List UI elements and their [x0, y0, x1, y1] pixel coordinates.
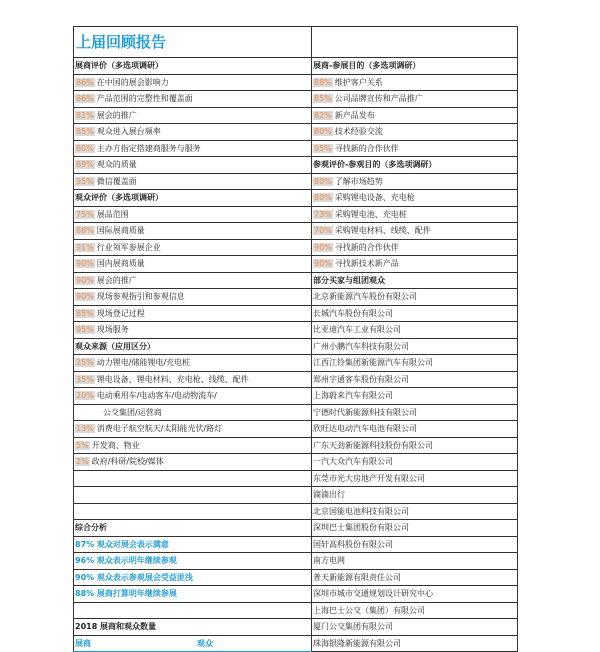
- percent-value: 2%: [76, 457, 89, 467]
- buyer-company: 北京国能电池科技有限公司: [312, 503, 518, 520]
- item-label: 开发商、物业: [91, 440, 140, 450]
- buyers-header: 部分买家与组团观众: [312, 272, 518, 289]
- buyer-company: 深圳市城市交通规划设计研究中心: [312, 586, 518, 603]
- table-row: [74, 470, 518, 487]
- table-row: [74, 454, 518, 471]
- item-label: 采购锂电设备、充电枪: [334, 193, 415, 203]
- percent-value: 90%: [76, 275, 94, 285]
- table-row: [74, 190, 518, 207]
- visitor-source-item: [74, 437, 312, 454]
- exhibitor-eval-item: [74, 107, 312, 124]
- item-label: 行业领军参展企业: [96, 242, 161, 252]
- visitor-eval-item: [74, 305, 312, 322]
- percent-value: 90%: [314, 242, 332, 252]
- report-table: [73, 26, 518, 652]
- item-label: 锂电设备、锂电材料、充电枪、线缆、配件: [96, 374, 249, 384]
- percent-value: 70%: [314, 226, 332, 236]
- count-header: 2018 展商和观众数量: [74, 619, 312, 636]
- visitor-eval-item: [74, 272, 312, 289]
- percent-value: 80%: [314, 193, 332, 203]
- table-row: [74, 305, 518, 322]
- visitor-source-item: [74, 371, 312, 388]
- exhibitor-eval-item: [74, 140, 312, 157]
- table-row: [74, 635, 518, 652]
- exhibitor-eval-item: [74, 157, 312, 174]
- item-label: 观众进入展台频率: [96, 127, 161, 137]
- table-row: [74, 322, 518, 339]
- item-label: 国内展商质量: [96, 259, 145, 269]
- empty-cell: [74, 487, 312, 504]
- item-label: 新产品发布: [334, 110, 375, 120]
- buyer-company: 普天新能源有限责任公司: [312, 569, 518, 586]
- item-label: 现场服务: [96, 325, 129, 335]
- count-column-label: 观众: [197, 638, 213, 648]
- item-label: 现场参观指引和参观信息: [96, 292, 185, 302]
- exhibitor-eval-header: 展商评价（多选项调研）: [74, 58, 312, 75]
- percent-value: 88%: [76, 226, 94, 236]
- visitor-source-item: [74, 355, 312, 372]
- buyer-company: 广东天劲新能源科技股份有限公司: [312, 437, 518, 454]
- item-label: 电动乘用车/电动客车/电动物流车/: [96, 391, 217, 401]
- table-row: [74, 355, 518, 372]
- item-label: 展会的推广: [96, 275, 137, 285]
- count-column-label: 展商: [75, 638, 91, 648]
- percent-value: 20%: [76, 391, 94, 401]
- table-row: [74, 124, 518, 141]
- table-row: [74, 553, 518, 570]
- exhibitor-eval-item: [74, 173, 312, 190]
- buyer-company: 郑州宇通客车股份有限公司: [312, 371, 518, 388]
- visitor-purpose-item: [312, 206, 518, 223]
- buyer-company: 欣旺达电动汽车电池有限公司: [312, 421, 518, 438]
- summary-stat: 88% 展商打算明年继续参展: [74, 586, 312, 603]
- item-label: 公司品牌宣传和产品推广: [334, 94, 423, 104]
- item-label: 现场登记过程: [96, 308, 145, 318]
- table-row: [74, 107, 518, 124]
- visitor-eval-item: [74, 322, 312, 339]
- percent-value: 86%: [76, 77, 94, 87]
- percent-value: 88%: [314, 77, 332, 87]
- empty-cell: [74, 602, 312, 619]
- item-label: 展品范围: [96, 209, 129, 219]
- percent-value: 35%: [76, 374, 94, 384]
- table-row: [74, 586, 518, 603]
- table-row: [74, 58, 518, 75]
- exhibitor-eval-item: [74, 124, 312, 141]
- table-row: [74, 74, 518, 91]
- percent-value: 85%: [314, 94, 332, 104]
- item-label: 寻找新的合作伙伴: [334, 143, 399, 153]
- percent-value: 89%: [76, 160, 94, 170]
- item-label: 公交集团/运营商: [103, 407, 162, 417]
- item-label: 采购锂电材料、线缆、配件: [334, 226, 431, 236]
- exhibitor-purpose-header: 展商-参展目的（多选项调研）: [312, 58, 518, 75]
- percent-value: 86%: [76, 94, 94, 104]
- percent-value: 91%: [76, 242, 94, 252]
- table-row: [74, 520, 518, 537]
- item-label: 动力锂电/储能锂电/充电桩: [96, 358, 191, 368]
- item-label: 寻找新的合作伙伴: [334, 242, 399, 252]
- table-row: [74, 371, 518, 388]
- visitor-eval-item: [74, 223, 312, 240]
- item-label: 消费电子航空航天/太阳能光伏/路灯: [96, 424, 223, 434]
- table-row: [74, 487, 518, 504]
- visitor-purpose-item: [312, 223, 518, 240]
- table-row: [74, 602, 518, 619]
- table-row: [74, 338, 518, 355]
- buyer-company: 国轩高科股份有限公司: [312, 536, 518, 553]
- exhibitor-purpose-item: [312, 74, 518, 91]
- visitor-purpose-header: 参观评价-参观目的（多选项调研）: [312, 157, 518, 174]
- table-row: [74, 404, 518, 421]
- item-label: 在中国的展会影响力: [96, 77, 169, 87]
- empty-cell: [312, 27, 518, 58]
- visitor-source-item: [74, 388, 312, 405]
- summary-stat: 96% 观众表示明年继续参观: [74, 553, 312, 570]
- percent-value: 5%: [76, 440, 89, 450]
- buyer-company: 上海巴士公交（集团）有限公司: [312, 602, 518, 619]
- exhibitor-eval-item: [74, 74, 312, 91]
- percent-value: 25%: [76, 358, 94, 368]
- item-label: 了解市场趋势: [334, 176, 383, 186]
- table-row: [74, 289, 518, 306]
- percent-value: 81%: [76, 110, 94, 120]
- percent-value: 80%: [314, 176, 332, 186]
- buyer-company: 珠海银隆新能源有限公司: [312, 635, 518, 652]
- table-row: [74, 437, 518, 454]
- buyer-company: 南方电网: [312, 553, 518, 570]
- table-row: [74, 256, 518, 273]
- item-label: 微信覆盖面: [96, 176, 137, 186]
- table-row: [74, 388, 518, 405]
- percent-value: 75%: [76, 209, 94, 219]
- table-row: [74, 157, 518, 174]
- page-title: 上届回顾报告: [74, 27, 312, 58]
- item-label: 维护客户关系: [334, 77, 383, 87]
- item-label: 技术经验交流: [334, 127, 383, 137]
- empty-cell: [74, 470, 312, 487]
- buyer-company: 江西江铃集团新能源汽车有限公司: [312, 355, 518, 372]
- report-sheet: [73, 26, 517, 652]
- summary-stat: 87% 观众对展会表示满意: [74, 536, 312, 553]
- buyer-company: 滴滴出行: [312, 487, 518, 504]
- table-row: [74, 140, 518, 157]
- percent-value: 90%: [314, 259, 332, 269]
- percent-value: 85%: [76, 127, 94, 137]
- visitor-eval-header: 观众评价（多选项调研）: [74, 190, 312, 207]
- item-label: 采购锂电池、充电桩: [334, 209, 407, 219]
- percent-value: 80%: [76, 143, 94, 153]
- visitor-source-header: 观众来源（应用区分）: [74, 338, 312, 355]
- buyer-company: 厦门公交集团有限公司: [312, 619, 518, 636]
- summary-header: 综合分析: [74, 520, 312, 537]
- item-label: 观众的质量: [96, 160, 137, 170]
- item-label: 国际展商质量: [96, 226, 145, 236]
- visitor-purpose-item: [312, 239, 518, 256]
- item-label: 产品范围的完整性和覆盖面: [96, 94, 193, 104]
- buyer-company: 上海蔚来汽车有限公司: [312, 388, 518, 405]
- item-label: 主办方指定搭建商服务与服务: [96, 143, 201, 153]
- visitor-purpose-item: [312, 256, 518, 273]
- buyer-company: 比亚迪汽车工业有限公司: [312, 322, 518, 339]
- percent-value: 13%: [76, 424, 94, 434]
- percent-value: 95%: [76, 176, 94, 186]
- table-row: [74, 421, 518, 438]
- table-row: [74, 239, 518, 256]
- exhibitor-purpose-item: [312, 91, 518, 108]
- visitor-eval-item: [74, 256, 312, 273]
- visitor-purpose-item: [312, 173, 518, 190]
- summary-stat: 90% 观众表示参观展会受益匪浅: [74, 569, 312, 586]
- buyer-company: 一汽大众汽车有限公司: [312, 454, 518, 471]
- table-row: [74, 503, 518, 520]
- table-row: [74, 569, 518, 586]
- visitor-eval-item: [74, 239, 312, 256]
- visitor-eval-item: [74, 289, 312, 306]
- table-row: [74, 536, 518, 553]
- visitor-eval-item: [74, 206, 312, 223]
- exhibitor-eval-item: [74, 91, 312, 108]
- exhibitor-purpose-item: [312, 140, 518, 157]
- visitor-source-item: [74, 421, 312, 438]
- percent-value: 82%: [314, 110, 332, 120]
- visitor-purpose-item: [312, 190, 518, 207]
- percent-value: 85%: [76, 308, 94, 318]
- table-row: [74, 91, 518, 108]
- percent-value: 73%: [314, 209, 332, 219]
- percent-value: 90%: [76, 292, 94, 302]
- percent-value: 80%: [314, 127, 332, 137]
- item-label: 政府/科研/院校/媒体: [91, 457, 164, 467]
- buyer-company: 广州小鹏汽车科技有限公司: [312, 338, 518, 355]
- exhibitor-purpose-item: [312, 107, 518, 124]
- empty-cell: [74, 503, 312, 520]
- table-row: [74, 206, 518, 223]
- item-label: 展会的推广: [96, 110, 137, 120]
- buyer-company: 长城汽车股份有限公司: [312, 305, 518, 322]
- visitor-source-item: [74, 404, 312, 421]
- count-columns: [74, 635, 312, 652]
- percent-value: 90%: [76, 259, 94, 269]
- table-row: [74, 173, 518, 190]
- table-row: [74, 223, 518, 240]
- table-row: [74, 272, 518, 289]
- buyer-company: 宁德时代新能源科技有限公司: [312, 404, 518, 421]
- visitor-source-item: [74, 454, 312, 471]
- table-row: [74, 619, 518, 636]
- buyer-company: 北京新能源汽车股份有限公司: [312, 289, 518, 306]
- percent-value: 95%: [76, 325, 94, 335]
- buyer-company: 东莞市光大房地产开发有限公司: [312, 470, 518, 487]
- exhibitor-purpose-item: [312, 124, 518, 141]
- item-label: 寻找新技术新产品: [334, 259, 399, 269]
- percent-value: 95%: [314, 143, 332, 153]
- buyer-company: 深圳巴士集团股份有限公司: [312, 520, 518, 537]
